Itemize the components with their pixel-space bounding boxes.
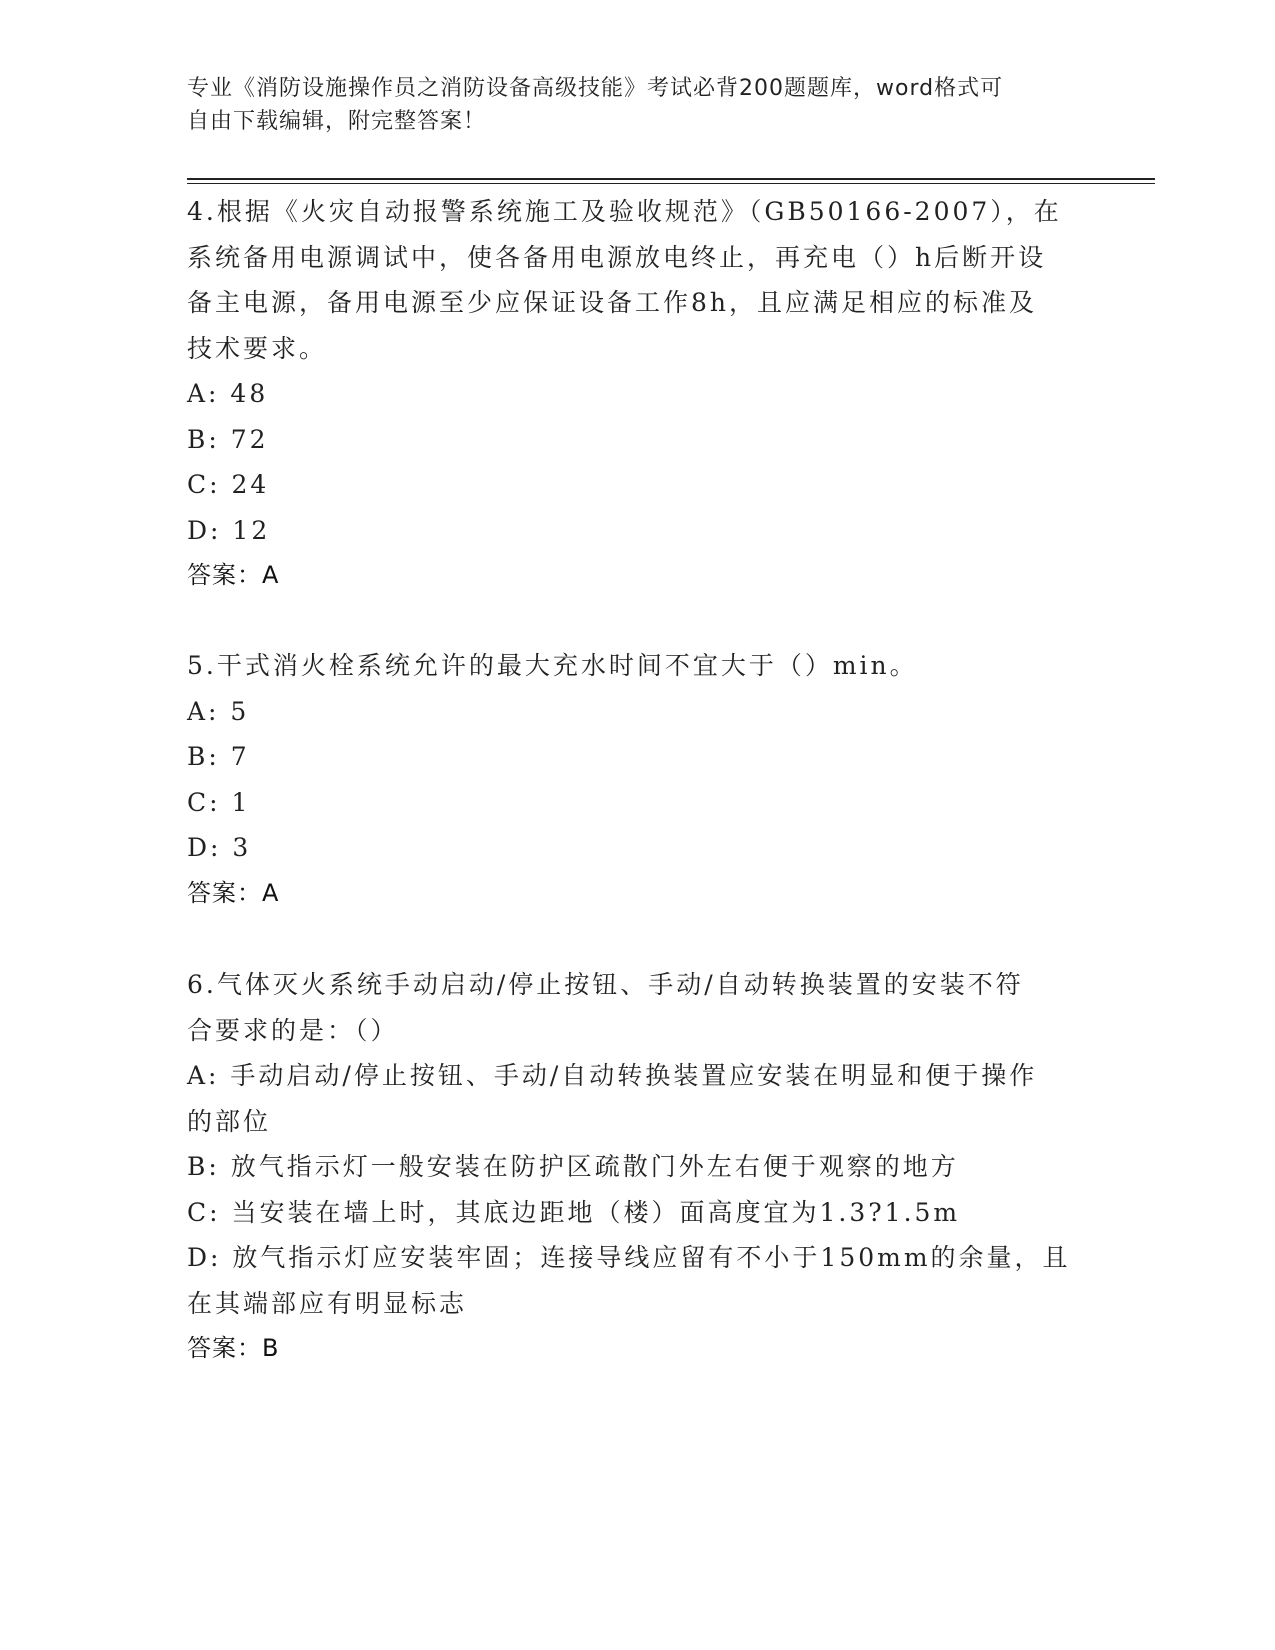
option-b: B: 7 xyxy=(187,742,250,771)
question-stem-line: 备主电源，备用电源至少应保证设备工作8h，且应满足相应的标准及 xyxy=(187,288,1038,317)
document-header xyxy=(187,72,1087,138)
header-line-2: 自由下载编辑，附完整答案！ xyxy=(187,109,487,134)
option-a: A: 48 xyxy=(187,379,269,408)
header-divider-thin xyxy=(187,183,1155,184)
question-6 xyxy=(187,962,1087,1372)
question-stem-line: 6.气体灭火系统手动启动/停止按钮、手动/自动转换装置的安装不符 xyxy=(187,970,1024,999)
option-d: D: 3 xyxy=(187,833,252,862)
answer: 答案：B xyxy=(187,1334,280,1362)
option-c: C: 24 xyxy=(187,470,270,499)
header-divider-thick xyxy=(187,178,1155,180)
option-c: C: 当安装在墙上时，其底边距地（楼）面高度宜为1.3?1.5m xyxy=(187,1197,961,1227)
option-d-continued: 在其端部应有明显标志 xyxy=(187,1288,468,1318)
question-stem-line: 合要求的是：（） xyxy=(187,1015,399,1045)
option-b: B: 72 xyxy=(187,424,269,454)
question-stem-line: 系统备用电源调试中，使各备用电源放电终止，再充电（）h后断开设 xyxy=(187,242,1047,272)
option-a-continued: 的部位 xyxy=(187,1106,272,1136)
question-4 xyxy=(187,189,1087,599)
option-a: A: 手动启动/停止按钮、手动/自动转换装置应安装在明显和便于操作 xyxy=(187,1061,1038,1090)
question-stem-line: 5.干式消火栓系统允许的最大充水时间不宜大于（）min。 xyxy=(187,651,918,680)
option-b: B: 放气指示灯一般安装在防护区疏散门外左右便于观察的地方 xyxy=(187,1152,959,1181)
question-5 xyxy=(187,643,1087,916)
question-stem-line: 4.根据《火灾自动报警系统施工及验收规范》（GB50166-2007），在 xyxy=(187,197,1062,226)
answer: 答案：A xyxy=(187,878,280,907)
question-stem-line: 技术要求。 xyxy=(187,333,328,363)
answer: 答案：A xyxy=(187,561,280,589)
option-d: D: 放气指示灯应安装牢固；连接导线应留有不小于150mm的余量，且 xyxy=(187,1243,1071,1272)
option-d: D: 12 xyxy=(187,515,271,545)
header-line-1: 专业《消防设施操作员之消防设备高级技能》考试必背200题题库，word格式可 xyxy=(187,76,1004,101)
option-c: C: 1 xyxy=(187,787,251,817)
option-a: A: 5 xyxy=(187,696,250,726)
